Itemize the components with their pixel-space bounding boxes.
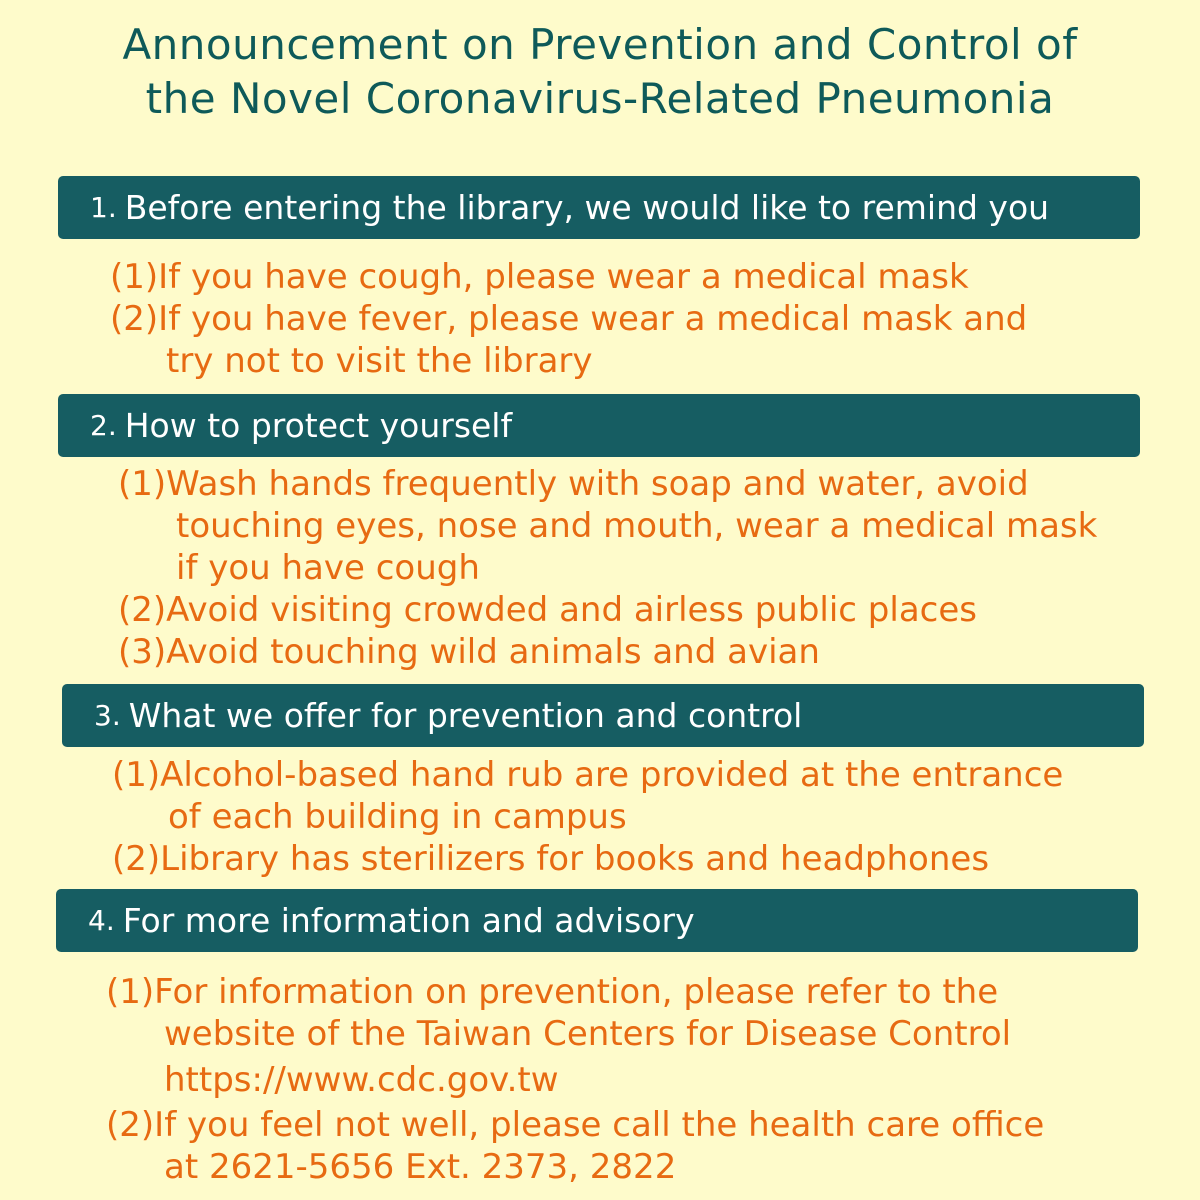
section-1-heading: Before entering the library, we would like to remind you: [124, 188, 1050, 227]
item-marker: (2): [118, 590, 167, 630]
title-line-2: the Novel Coronavirus-Related Pneumonia: [145, 74, 1055, 123]
item-marker: (2): [106, 1105, 155, 1145]
section-2-header: [58, 394, 1140, 457]
item-text: If you have cough, please wear a medical mask: [158, 257, 969, 297]
section-1-item-2: [110, 298, 1027, 340]
section-2-heading: How to protect yourself: [124, 406, 513, 445]
item-text-continuation: touching eyes, nose and mouth, wear a medical mask: [176, 506, 1098, 546]
item-marker: (1): [106, 972, 155, 1012]
item-text: If you have fever, please wear a medical mask and: [158, 299, 1028, 339]
title-line-1: Announcement on Prevention and Control of: [122, 20, 1078, 69]
item-marker: (1): [118, 464, 167, 504]
section-4-header: [56, 889, 1138, 952]
item-text-continuation: try not to visit the library: [166, 341, 593, 381]
item-text: Library has sterilizers for books and headphones: [160, 839, 990, 879]
cdc-website-link[interactable]: https://www.cdc.gov.tw: [164, 1060, 559, 1100]
section-4-item-2: [106, 1104, 1044, 1146]
item-marker: (1): [112, 755, 161, 795]
section-1-item-1: [110, 256, 969, 298]
section-3-number: 3.: [94, 699, 121, 732]
item-marker: (2): [110, 299, 159, 339]
item-text: If you feel not well, please call the health care office: [154, 1105, 1045, 1145]
section-3-heading: What we offer for prevention and control: [128, 696, 803, 735]
item-text-continuation: if you have cough: [176, 548, 480, 588]
section-1-number: 1.: [90, 191, 117, 224]
section-4-number: 4.: [88, 904, 115, 937]
item-marker: (3): [118, 632, 167, 672]
item-text-continuation: website of the Taiwan Centers for Disease Control: [164, 1014, 1012, 1054]
section-1-header: [58, 176, 1140, 239]
page-title: [0, 18, 1200, 126]
section-2-item-3: [118, 631, 820, 673]
section-2-number: 2.: [90, 409, 117, 442]
item-text-continuation: of each building in campus: [168, 797, 627, 837]
section-4-item-1: [106, 971, 998, 1013]
item-text: Alcohol-based hand rub are provided at the entrance: [160, 755, 1064, 795]
item-text-continuation: at 2621-5656 Ext. 2373, 2822: [164, 1147, 677, 1187]
item-text: Avoid touching wild animals and avian: [166, 632, 820, 672]
item-text: Avoid visiting crowded and airless public places: [166, 590, 977, 630]
section-2-item-2: [118, 589, 977, 631]
section-3-header: [62, 684, 1144, 747]
item-marker: (1): [110, 257, 159, 297]
section-3-item-2: [112, 838, 989, 880]
item-text: For information on prevention, please refer to the: [154, 972, 999, 1012]
item-text: Wash hands frequently with soap and water, avoid: [166, 464, 1029, 504]
item-marker: (2): [112, 839, 161, 879]
section-3-item-1: [112, 754, 1063, 796]
section-2-item-1: [118, 463, 1029, 505]
section-4-heading: For more information and advisory: [122, 901, 695, 940]
